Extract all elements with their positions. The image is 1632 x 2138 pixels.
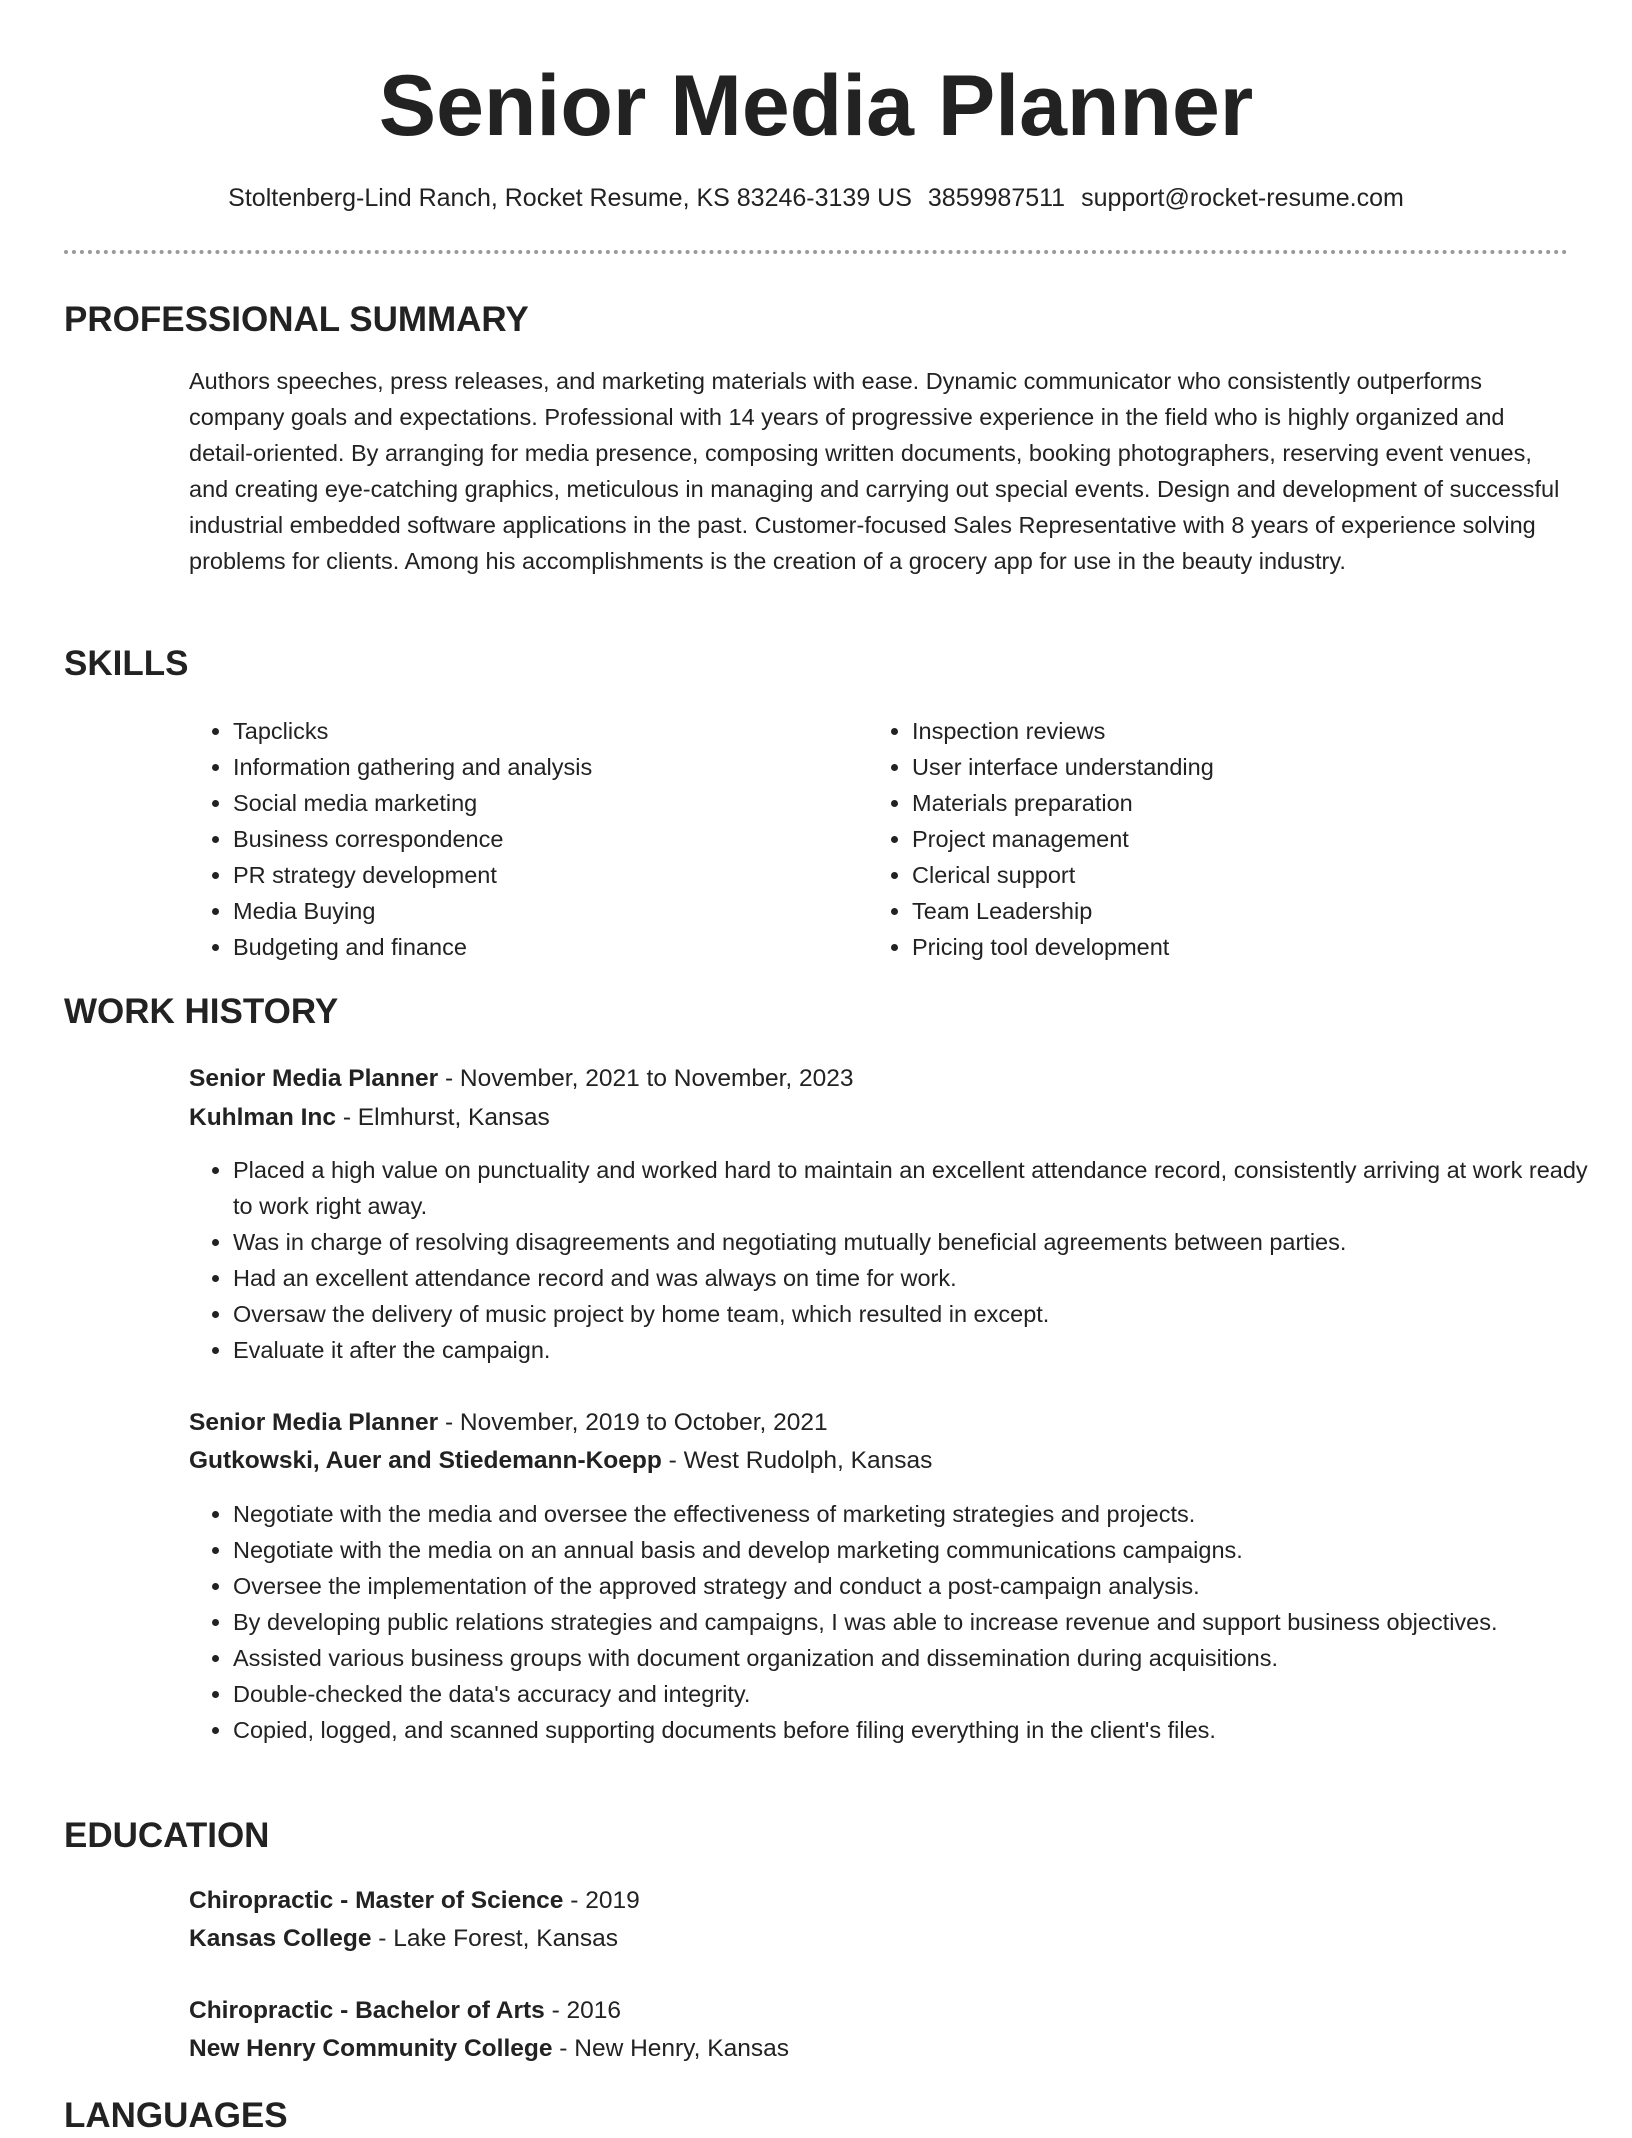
job-bullets [189, 1152, 1613, 1368]
skill-item: • Business correspondence [233, 821, 853, 857]
job-bullet: • Placed a high value on punctuality and worked hard to maintain an excellent attendance record, consistently arriving at work ready to work right away. [233, 1152, 1613, 1224]
section-title-skills: SKILLS [64, 644, 189, 683]
skill-item: • Budgeting and finance [233, 929, 853, 965]
job-bullet: • Oversaw the delivery of music project by home team, which resulted in except. [233, 1296, 1613, 1332]
job-bullet: • Negotiate with the media and oversee the effectiveness of marketing strategies and projects. [233, 1496, 1613, 1532]
contact-phone: 3859987511 [927, 184, 1066, 212]
job-bullets [189, 1496, 1613, 1748]
job-bullet: • Had an excellent attendance record and was always on time for work. [233, 1260, 1613, 1296]
job-title: Senior Media Planner [189, 1065, 439, 1092]
skill-item: • Team Leadership [912, 893, 1592, 929]
job-title-line [189, 1405, 828, 1441]
education-location: - Lake Forest, Kansas [371, 1925, 618, 1952]
contact-line [0, 181, 1632, 215]
section-title-education: EDUCATION [64, 1816, 270, 1855]
education-degree: Chiropractic - Bachelor of Arts [189, 1997, 545, 2024]
education-school: Kansas College [189, 1925, 372, 1952]
contact-email[interactable]: support@rocket-resume.com [1081, 184, 1404, 212]
education-degree-line [189, 1993, 621, 2029]
education-degree-line [189, 1883, 640, 1919]
skill-item: • Project management [912, 821, 1592, 857]
skill-item: • Clerical support [912, 857, 1592, 893]
job-bullet: • By developing public relations strategies and campaigns, I was able to increase revenue and support business objectives. [233, 1604, 1613, 1640]
education-year: - 2019 [563, 1887, 640, 1914]
job-title: Senior Media Planner [189, 1409, 439, 1436]
job-company-line [189, 1100, 550, 1136]
job-title-line [189, 1061, 854, 1097]
education-school: New Henry Community College [189, 2035, 553, 2062]
job-bullet: • Copied, logged, and scanned supporting documents before filing everything in the client's files. [233, 1712, 1613, 1748]
skill-item: • Information gathering and analysis [233, 749, 853, 785]
education-degree: Chiropractic - Master of Science [189, 1887, 564, 1914]
job-location: - West Rudolph, Kansas [661, 1447, 933, 1474]
job-dates: - November, 2021 to November, 2023 [438, 1065, 854, 1092]
skill-item: • User interface understanding [912, 749, 1592, 785]
job-dates: - November, 2019 to October, 2021 [438, 1409, 828, 1436]
job-bullet: • Double-checked the data's accuracy and integrity. [233, 1676, 1613, 1712]
skill-item: • Materials preparation [912, 785, 1592, 821]
education-year: - 2016 [544, 1997, 622, 2024]
job-company: Kuhlman Inc [189, 1104, 337, 1131]
contact-address: Stoltenberg-Lind Ranch, Rocket Resume, KS 83246-3139 US [228, 184, 912, 212]
skill-item: • Inspection reviews [912, 713, 1592, 749]
job-bullet: • Assisted various business groups with document organization and dissemination during acquisitions. [233, 1640, 1613, 1676]
skill-item: • PR strategy development [233, 857, 853, 893]
education-location: - New Henry, Kansas [552, 2035, 789, 2062]
job-bullet: • Was in charge of resolving disagreements and negotiating mutually beneficial agreements between parties. [233, 1224, 1613, 1260]
skill-item: • Tapclicks [233, 713, 853, 749]
section-title-work: WORK HISTORY [64, 992, 339, 1031]
education-school-line [189, 2031, 789, 2067]
job-bullet: • Negotiate with the media on an annual basis and develop marketing communications campaigns. [233, 1532, 1613, 1568]
section-title-summary: PROFESSIONAL SUMMARY [64, 300, 529, 339]
summary-text: Authors speeches, press releases, and marketing materials with ease. Dynamic communicator who consistently outperforms company goals and expectations. Professional with 14 years of progressive experience in the field who is highly organized and detail-oriented. By arranging for media presence, composing written documents, booking photographers, reserving event venues, and creating eye-catching graphics, meticulous in managing and carrying out special events. Design and development of successful industrial embedded software applications in the past. Customer-focused Sales Representative with 8 years of experience solving problems for clients. Among his accomplishments is the creation of a grocery app for use in the beauty industry. [189, 368, 1560, 574]
section-title-languages: LANGUAGES [64, 2096, 288, 2135]
resume-name: Senior Media Planner [378, 58, 1254, 154]
skill-item: • Pricing tool development [912, 929, 1592, 965]
job-company: Gutkowski, Auer and Stiedemann-Koepp [189, 1447, 662, 1474]
job-bullet: • Evaluate it after the campaign. [233, 1332, 1613, 1368]
job-bullet: • Oversee the implementation of the approved strategy and conduct a post-campaign analysis. [233, 1568, 1613, 1604]
education-school-line [189, 1921, 618, 1957]
skill-item: • Social media marketing [233, 785, 853, 821]
job-company-line [189, 1443, 932, 1479]
skill-item: • Media Buying [233, 893, 853, 929]
skills-list-right [868, 713, 1592, 965]
header-divider [64, 250, 1568, 254]
job-location: - Elmhurst, Kansas [336, 1104, 550, 1131]
skills-list-left [189, 713, 853, 965]
